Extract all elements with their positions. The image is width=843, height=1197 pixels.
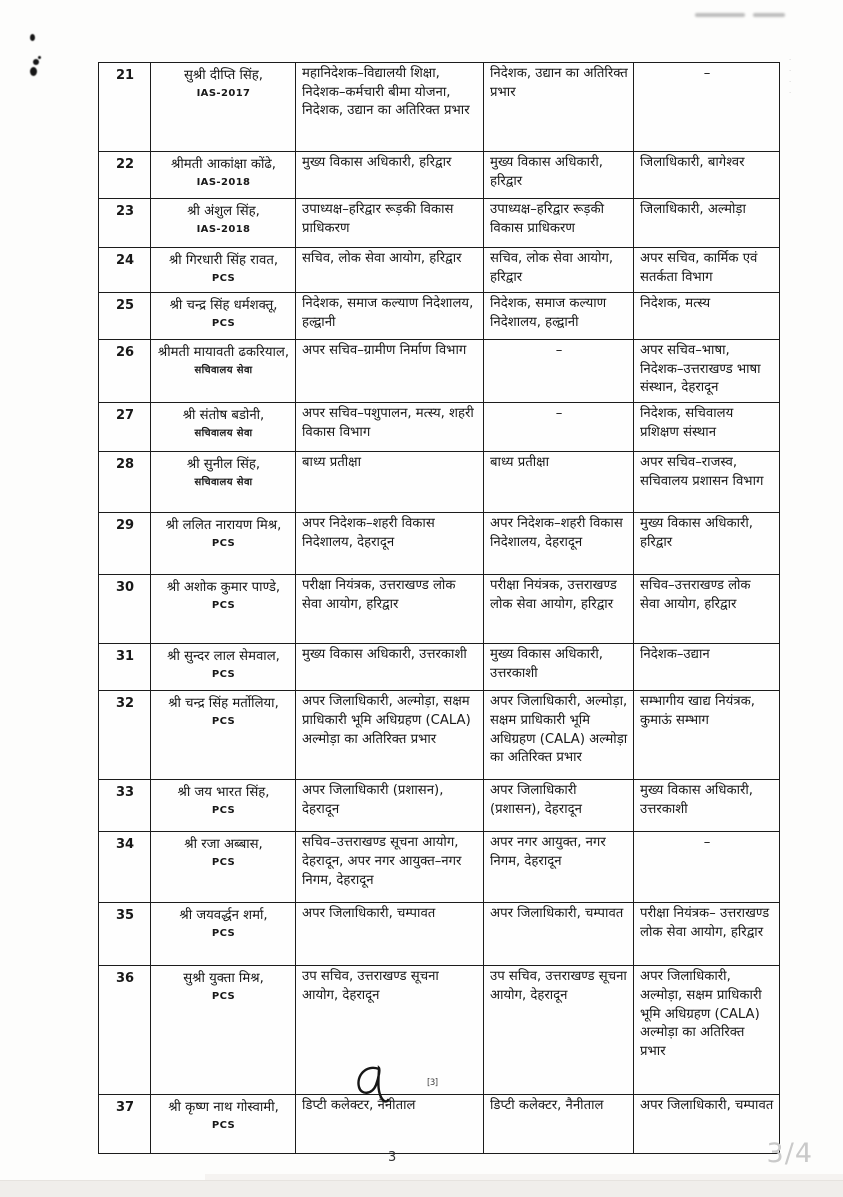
new-posting: डिप्टी कलेक्टर, नैनीताल: [484, 1095, 634, 1154]
table-row: [99, 903, 780, 966]
officer-name: श्री अशोक कुमार पाण्डे,: [166, 580, 281, 596]
additional-charge: सचिव–उत्तराखण्ड लोक सेवा आयोग, हरिद्वार: [634, 575, 780, 644]
serial-number: 34: [99, 832, 151, 903]
current-posting: उपाध्यक्ष–हरिद्वार रूड़की विकास प्राधिकरण: [296, 199, 484, 248]
new-posting: अपर जिलाधिकारी (प्रशासन), देहरादून: [484, 780, 634, 832]
officer-cadre: PCS: [211, 804, 236, 816]
officer-name-cell: [151, 575, 296, 644]
officer-name: श्री गिरधारी सिंह रावत,: [168, 253, 279, 268]
officer-name: श्री जयवर्द्धन शर्मा,: [179, 908, 268, 924]
officer-name: श्री सुन्दर लाल सेमवाल,: [167, 649, 280, 665]
serial-number: 36: [99, 966, 151, 1095]
officer-name: श्री रजा अब्बास,: [184, 837, 263, 853]
serial-number: 26: [99, 340, 151, 403]
faded-stamp-mark: [695, 13, 745, 17]
additional-charge: सम्भागीय खाद्य नियंत्रक, कुमाऊं सम्भाग: [634, 691, 780, 780]
officer-name-cell: [151, 403, 296, 452]
officer-name: सुश्री दीप्ति सिंह,: [184, 68, 263, 83]
table-row: [99, 780, 780, 832]
additional-charge: परीक्षा नियंत्रक– उत्तराखण्ड लोक सेवा आयोग, हरिद्वार: [634, 903, 780, 966]
officer-cadre: PCS: [211, 927, 236, 939]
officer-name-cell: [151, 691, 296, 780]
serial-number: 35: [99, 903, 151, 966]
faded-stamp-mark: [753, 13, 785, 17]
additional-charge: –: [634, 63, 780, 152]
additional-charge: अपर सचिव, कार्मिक एवं सतर्कता विभाग: [634, 248, 780, 293]
officer-name: श्री सुनील सिंह,: [186, 457, 261, 473]
additional-charge: निदेशक, सचिवालय प्रशिक्षण संस्थान: [634, 403, 780, 452]
additional-charge: मुख्य विकास अधिकारी, उत्तरकाशी: [634, 780, 780, 832]
officer-name-cell: [151, 832, 296, 903]
table-row: [99, 248, 780, 293]
serial-number: 37: [99, 1095, 151, 1154]
table-row: [99, 403, 780, 452]
scan-edge-specks: · · · ·: [789, 56, 792, 97]
officer-cadre: PCS: [211, 272, 236, 284]
additional-charge: अपर जिलाधिकारी, चम्पावत: [634, 1095, 780, 1154]
new-posting: सचिव, लोक सेवा आयोग, हरिद्वार: [484, 248, 634, 293]
table-row: [99, 691, 780, 780]
officer-name: श्री ललित नारायण मिश्र,: [165, 518, 282, 534]
faded-stamp: [695, 10, 795, 22]
table-row: [99, 513, 780, 575]
additional-charge: अपर सचिव–राजस्व, सचिवालय प्रशासन विभाग: [634, 452, 780, 513]
officer-name-cell: [151, 513, 296, 575]
officer-name-cell: [151, 199, 296, 248]
current-posting: अपर निदेशक–शहरी विकास निदेशालय, देहरादून: [296, 513, 484, 575]
table-row: [99, 199, 780, 248]
officer-name: श्री कृष्ण नाथ गोस्वामी,: [168, 1100, 279, 1116]
table-row: [99, 575, 780, 644]
new-posting: मुख्य विकास अधिकारी, उत्तरकाशी: [484, 644, 634, 691]
serial-number: 29: [99, 513, 151, 575]
officer-cadre: सचिवालय सेवा: [194, 427, 253, 439]
officer-name-cell: [151, 152, 296, 199]
new-posting: अपर जिलाधिकारी, अल्मोड़ा, सक्षम प्राधिकारी भूमि अधिग्रहण (CALA) अल्मोड़ा का अतिरिक्त प्रभार: [484, 691, 634, 780]
current-posting: अपर जिलाधिकारी (प्रशासन), देहरादून: [296, 780, 484, 832]
officer-cadre: सचिवालय सेवा: [194, 476, 253, 488]
table-row: [99, 452, 780, 513]
officer-name: सुश्री युक्ता मिश्र,: [183, 971, 264, 987]
new-posting: –: [484, 403, 634, 452]
current-posting: सचिव–उत्तराखण्ड सूचना आयोग, देहरादून, अपर नगर आयुक्त–नगर निगम, देहरादून: [296, 832, 484, 903]
new-posting: –: [484, 340, 634, 403]
officer-name-cell: [151, 1095, 296, 1154]
additional-charge: –: [634, 832, 780, 903]
officer-cadre: PCS: [211, 856, 236, 868]
table-row: [99, 340, 780, 403]
signature-mark: [352, 1062, 400, 1114]
ink-spots: [26, 34, 42, 80]
new-posting: परीक्षा नियंत्रक, उत्तराखण्ड लोक सेवा आयोग, हरिद्वार: [484, 575, 634, 644]
current-posting: उप सचिव, उत्तराखण्ड सूचना आयोग, देहरादून: [296, 966, 484, 1095]
officer-name: श्री अंशुल सिंह,: [187, 204, 260, 219]
serial-number: 23: [99, 199, 151, 248]
current-posting: अपर जिलाधिकारी, अल्मोड़ा, सक्षम प्राधिकारी भूमि अधिग्रहण (CALA) अल्मोड़ा का अतिरिक्त प्रभार: [296, 691, 484, 780]
new-posting: अपर जिलाधिकारी, चम्पावत: [484, 903, 634, 966]
new-posting: मुख्य विकास अधिकारी, हरिद्वार: [484, 152, 634, 199]
current-posting: महानिदेशक–विद्यालयी शिक्षा, निदेशक–कर्मचारी बीमा योजना, निदेशक, उद्यान का अतिरिक्त प्रभार: [296, 63, 484, 152]
additional-charge: जिलाधिकारी, अल्मोड़ा: [634, 199, 780, 248]
officer-name: श्रीमती आकांक्षा कोंढे,: [170, 157, 276, 172]
new-posting: अपर नगर आयुक्त, नगर निगम, देहरादून: [484, 832, 634, 903]
serial-number: 21: [99, 63, 151, 152]
officer-cadre: IAS-2018: [196, 223, 251, 235]
additional-charge: अपर सचिव–भाषा, निदेशक–उत्तराखण्ड भाषा संस्थान, देहरादून: [634, 340, 780, 403]
new-posting: बाध्य प्रतीक्षा: [484, 452, 634, 513]
officer-cadre: PCS: [211, 990, 236, 1002]
additional-charge: निदेशक, मत्स्य: [634, 293, 780, 340]
current-posting: परीक्षा नियंत्रक, उत्तराखण्ड लोक सेवा आयोग, हरिद्वार: [296, 575, 484, 644]
table-row: [99, 832, 780, 903]
officer-cadre: PCS: [211, 599, 236, 611]
current-posting: अपर सचिव–पशुपालन, मत्स्य, शहरी विकास विभाग: [296, 403, 484, 452]
current-posting: डिप्टी कलेक्टर, नैनीताल: [296, 1095, 484, 1154]
officer-table-body: [99, 63, 780, 1154]
additional-charge: मुख्य विकास अधिकारी, हरिद्वार: [634, 513, 780, 575]
officer-cadre: PCS: [211, 317, 236, 329]
officer-cadre: IAS-2017: [196, 87, 251, 99]
officer-cadre: IAS-2018: [196, 176, 251, 188]
table-row: [99, 293, 780, 340]
additional-charge: जिलाधिकारी, बागेश्वर: [634, 152, 780, 199]
officer-name-cell: [151, 63, 296, 152]
serial-number: 28: [99, 452, 151, 513]
table-row: [99, 966, 780, 1095]
serial-number: 27: [99, 403, 151, 452]
page-number: 3: [388, 1150, 397, 1165]
officer-cadre: PCS: [211, 715, 236, 727]
serial-number: 24: [99, 248, 151, 293]
officer-name-cell: [151, 903, 296, 966]
officer-name: श्री चन्द्र सिंह मर्तोलिया,: [168, 696, 279, 712]
current-posting: मुख्य विकास अधिकारी, उत्तरकाशी: [296, 644, 484, 691]
table-row: [99, 1095, 780, 1154]
table-row: [99, 644, 780, 691]
serial-number: 25: [99, 293, 151, 340]
officer-cadre: सचिवालय सेवा: [194, 364, 253, 376]
new-posting: निदेशक, समाज कल्याण निदेशालय, हल्द्वानी: [484, 293, 634, 340]
officer-name-cell: [151, 293, 296, 340]
serial-number: 22: [99, 152, 151, 199]
officer-cadre: PCS: [211, 537, 236, 549]
current-posting: अपर सचिव–ग्रामीण निर्माण विभाग: [296, 340, 484, 403]
current-posting: मुख्य विकास अधिकारी, हरिद्वार: [296, 152, 484, 199]
officer-transfer-table: [98, 62, 780, 1154]
current-posting: बाध्य प्रतीक्षा: [296, 452, 484, 513]
serial-number: 32: [99, 691, 151, 780]
officer-name-cell: [151, 780, 296, 832]
new-posting: उपाध्यक्ष–हरिद्वार रूड़की विकास प्राधिकरण: [484, 199, 634, 248]
current-posting: अपर जिलाधिकारी, चम्पावत: [296, 903, 484, 966]
officer-name-cell: [151, 248, 296, 293]
footnote-mark: [3]: [427, 1078, 438, 1088]
new-posting: निदेशक, उद्यान का अतिरिक्त प्रभार: [484, 63, 634, 152]
serial-number: 31: [99, 644, 151, 691]
officer-name-cell: [151, 644, 296, 691]
officer-name: श्री चन्द्र सिंह धर्मशक्तू,: [169, 298, 278, 313]
table-row: [99, 63, 780, 152]
scan-page-indicator: 3/4: [766, 1138, 813, 1169]
officer-name-cell: [151, 340, 296, 403]
officer-name: श्री संतोष बडोनी,: [182, 408, 265, 424]
officer-cadre: PCS: [211, 1119, 236, 1131]
serial-number: 30: [99, 575, 151, 644]
additional-charge: अपर जिलाधिकारी, अल्मोड़ा, सक्षम प्राधिकारी भूमि अधिग्रहण (CALA) अल्मोड़ा का अतिरिक्त प्रभार: [634, 966, 780, 1095]
additional-charge: निदेशक–उद्यान: [634, 644, 780, 691]
officer-name: श्रीमती मायावती ढकरियाल,: [157, 345, 290, 360]
serial-number: 33: [99, 780, 151, 832]
scan-bottom-strip: [0, 1180, 843, 1197]
table-row: [99, 152, 780, 199]
officer-name-cell: [151, 966, 296, 1095]
officer-name-cell: [151, 452, 296, 513]
current-posting: सचिव, लोक सेवा आयोग, हरिद्वार: [296, 248, 484, 293]
officer-cadre: PCS: [211, 668, 236, 680]
new-posting: अपर निदेशक–शहरी विकास निदेशालय, देहरादून: [484, 513, 634, 575]
officer-name: श्री जय भारत सिंह,: [177, 785, 270, 801]
current-posting: निदेशक, समाज कल्याण निदेशालय, हल्द्वानी: [296, 293, 484, 340]
new-posting: उप सचिव, उत्तराखण्ड सूचना आयोग, देहरादून: [484, 966, 634, 1095]
